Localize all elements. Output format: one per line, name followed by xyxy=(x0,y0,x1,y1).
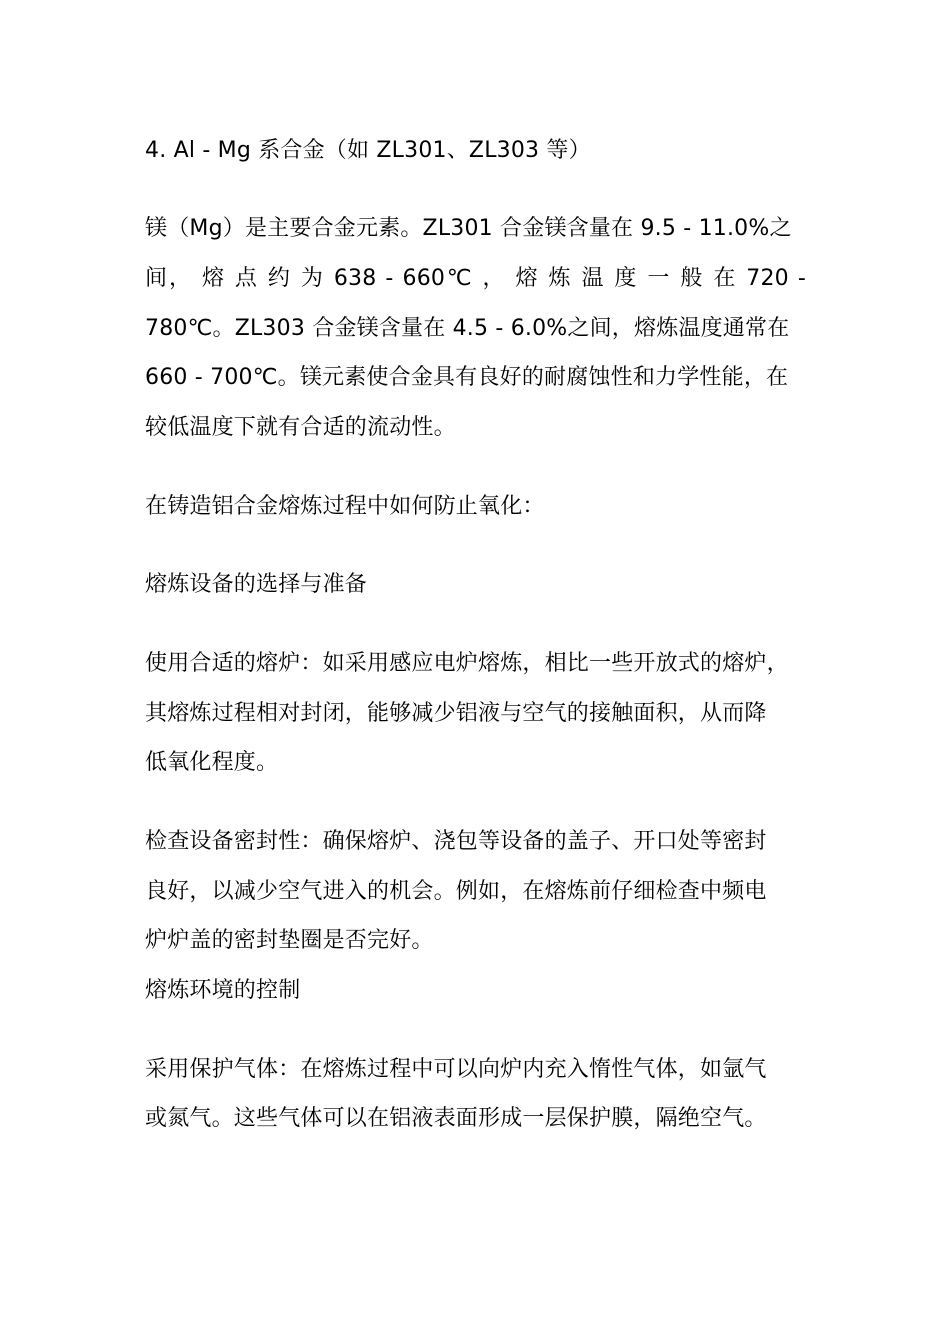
para-mg-line-4: 660 - 700℃。镁元素使合金具有良好的耐腐蚀性和力学性能，在 xyxy=(145,365,789,390)
section-equipment: 熔炼设备的选择与准备 xyxy=(145,572,368,597)
section-environment: 熔炼环境的控制 xyxy=(145,978,301,1003)
para-furnace-line-2: 其熔炼过程相对封闭，能够减少铝液与空气的接触面积，从而降 xyxy=(145,701,767,726)
para-seal-line-2: 良好，以减少空气进入的机会。例如，在熔炼前仔细检查中频电 xyxy=(145,879,767,904)
question-line: 在铸造铝合金熔炼过程中如何防止氧化： xyxy=(145,494,545,519)
para-mg-line-2: 间， 熔 点 约 为 638 - 660℃ ， 熔 炼 温 度 一 般 在 720 - xyxy=(145,266,806,291)
para-seal-line-3: 炉炉盖的密封垫圈是否完好。 xyxy=(145,928,434,953)
para-furnace-line-1: 使用合适的熔炉：如采用感应电炉熔炼，相比一些开放式的熔炉， xyxy=(145,651,789,676)
para-mg-line-3: 780℃。ZL303 合金镁含量在 4.5 - 6.0%之间，熔炼温度通常在 xyxy=(145,316,790,341)
para-furnace-line-3: 低氧化程度。 xyxy=(145,750,279,775)
heading-alloy: 4. Al - Mg 系合金（如 ZL301、ZL303 等） xyxy=(145,138,591,163)
para-gas-line-1: 采用保护气体：在熔炼过程中可以向炉内充入惰性气体，如氩气 xyxy=(145,1057,767,1082)
para-mg-line-1: 镁（Mg）是主要合金元素。ZL301 合金镁含量在 9.5 - 11.0%之 xyxy=(145,216,792,241)
para-seal-line-1: 检查设备密封性：确保熔炉、浇包等设备的盖子、开口处等密封 xyxy=(145,829,767,854)
para-gas-line-2: 或氮气。这些气体可以在铝液表面形成一层保护膜，隔绝空气。 xyxy=(145,1106,767,1131)
para-mg-line-5: 较低温度下就有合适的流动性。 xyxy=(145,415,456,440)
